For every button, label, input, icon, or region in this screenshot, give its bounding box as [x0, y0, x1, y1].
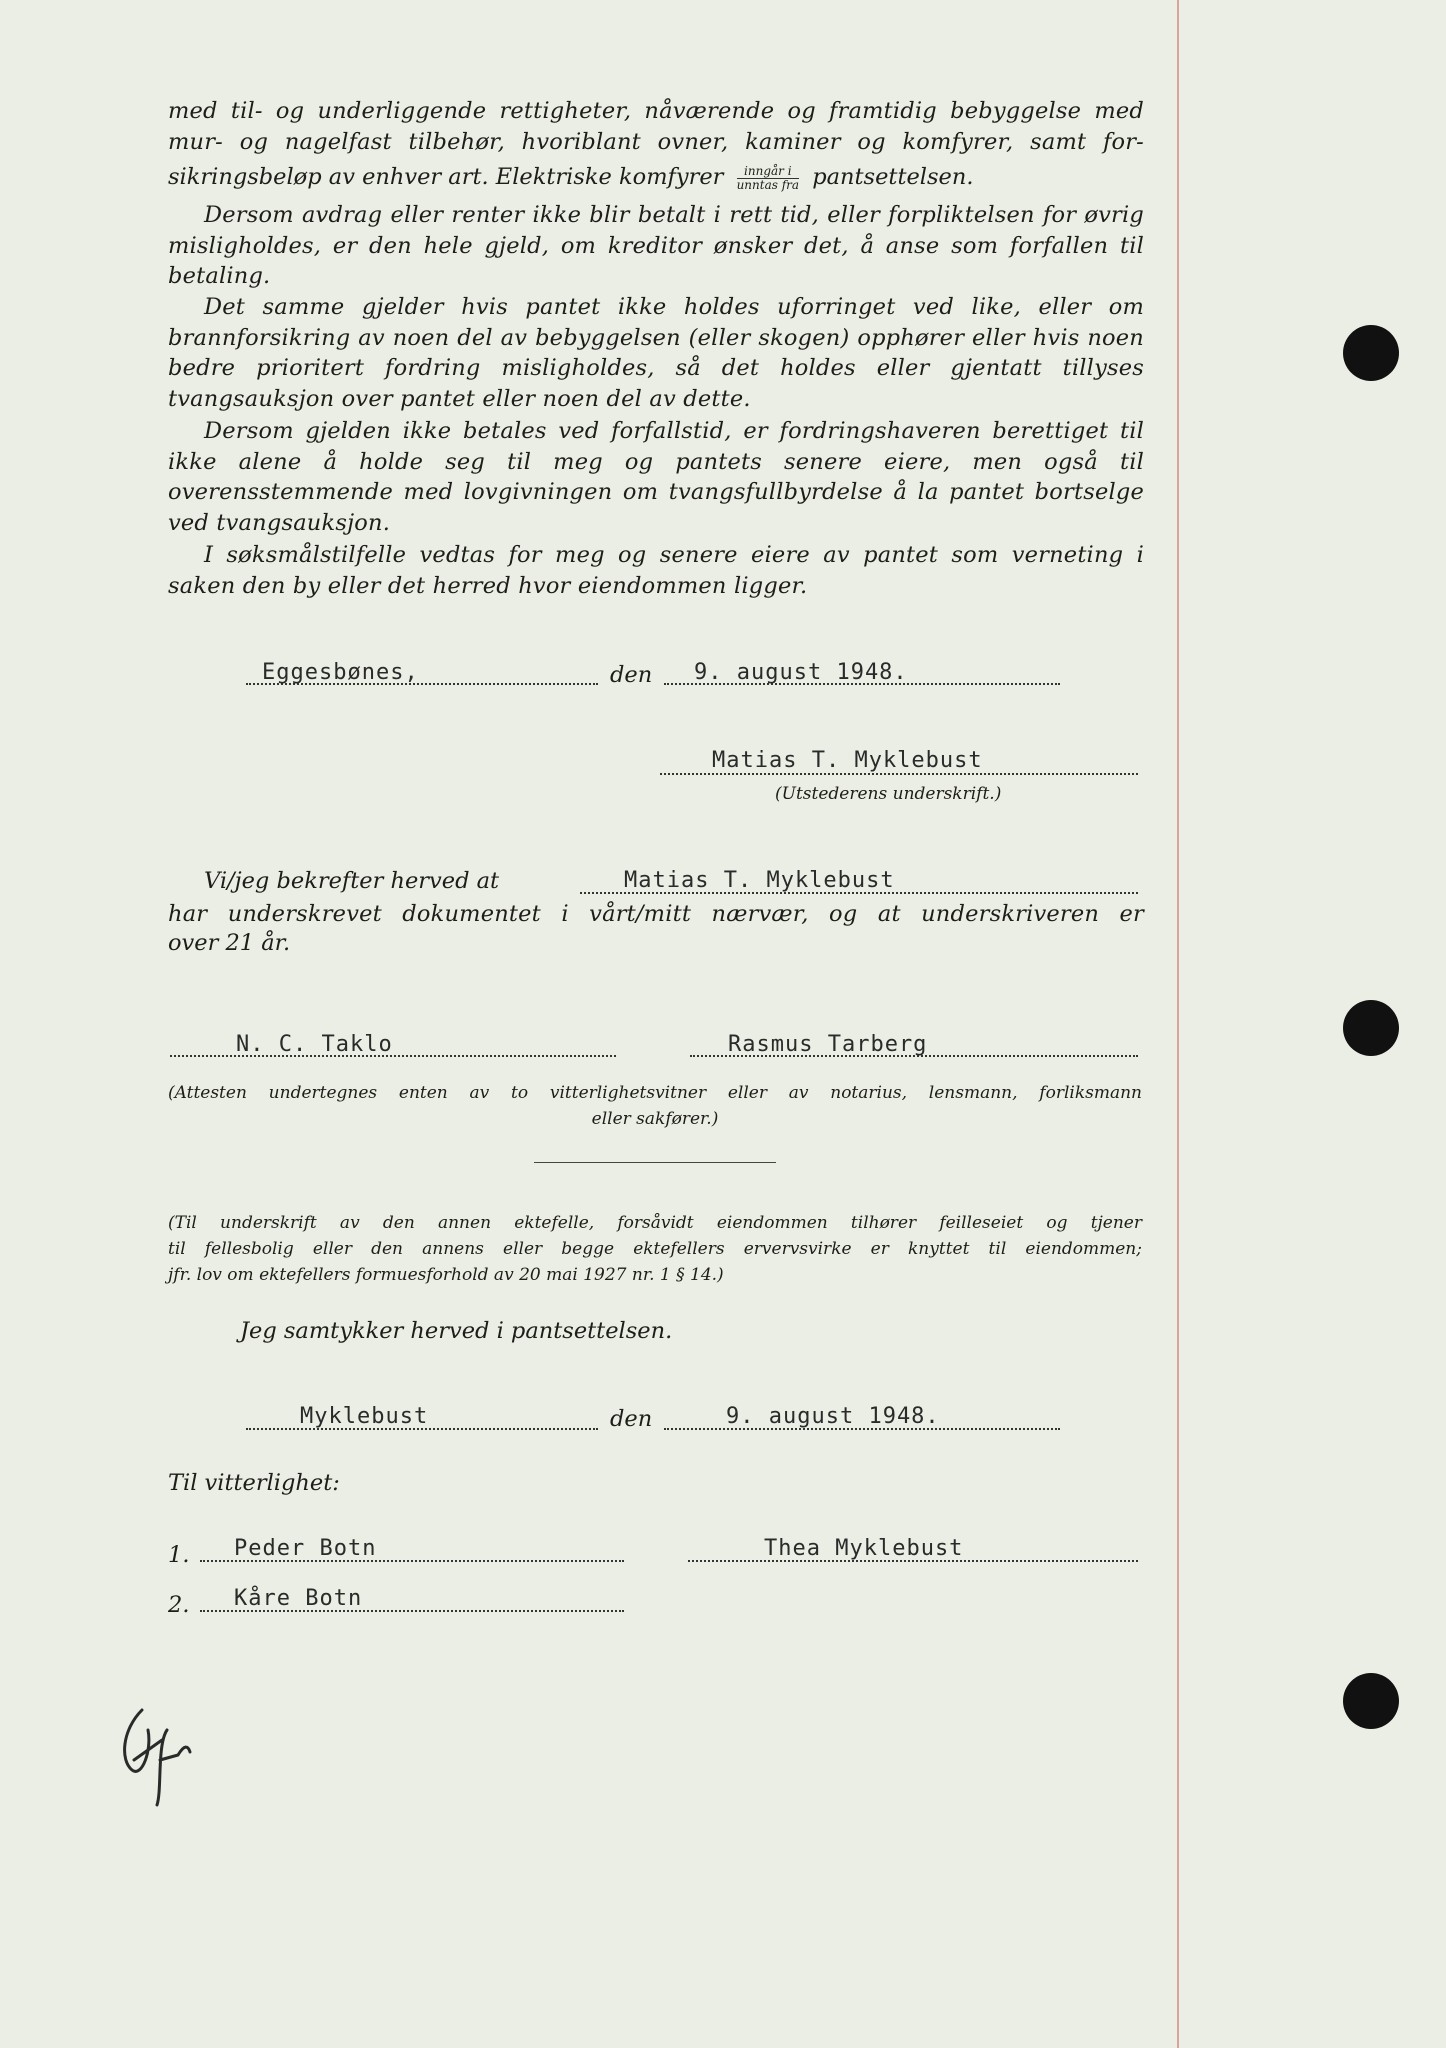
spouse-den-label: den: [610, 1406, 653, 1432]
punch-hole-bottom: [1343, 1673, 1399, 1729]
spouse-witness-1-name: Peder Botn: [234, 1536, 377, 1561]
spouse-note-line-3: jfr. lov om ektefellers formuesforhold av 20 mai 1927 nr. 1 § 14.): [168, 1265, 724, 1285]
spouse-note-line-1: (Til underskrift av den annen ektefelle, forsåvidt eiendommen tilhører feilleseiet og tjener: [168, 1213, 1142, 1233]
paragraph-1-line-3-end: pantsettelsen.: [812, 164, 974, 190]
attestation-note-line-2: eller sakfører.): [591, 1109, 719, 1129]
paragraph-1-line-3-start: sikringsbeløp av enhver art. Elektriske komfyrer: [168, 164, 724, 190]
punch-hole-middle: [1343, 1000, 1399, 1056]
section-divider: [534, 1162, 776, 1163]
issuer-signature-caption: (Utstederens underskrift.): [775, 784, 1002, 804]
attestation-signer-name: Matias T. Myklebust: [624, 868, 895, 893]
inclusion-fraction: [737, 165, 799, 192]
issuer-signature-dots: [660, 773, 1138, 775]
paragraph-2: Dersom avdrag eller renter ikke blir betalt i rett tid, eller forpliktelsen for øvrig misligholdes, er den hele gjeld, om kreditor ønsker det, å anse som forfallen til betaling.: [168, 202, 1144, 289]
handwritten-initials-icon: [112, 1700, 222, 1810]
paragraph-1-line-2: mur- og nagelfast tilbehør, hvoriblant ovner, kaminer og komfyrer, samt for-: [168, 129, 1144, 155]
issuer-date: 9. august 1948.: [694, 660, 908, 685]
spouse-date: 9. august 1948.: [726, 1404, 940, 1429]
issuer-den-label: den: [610, 662, 653, 688]
paragraph-1-line-3: [168, 164, 974, 192]
issuer-place: Eggesbønes,: [262, 660, 419, 685]
punch-hole-top: [1343, 325, 1399, 381]
fraction-bottom: unntas fra: [736, 177, 800, 192]
attestation-line-1-start: Vi/jeg bekrefter herved at: [204, 868, 500, 894]
attestation-line-2: har underskrevet dokumentet i vårt/mitt nærvær, og at underskriveren er: [168, 901, 1144, 927]
paragraph-1-line-1: med til- og underliggende rettigheter, nåværende og framtidig bebyggelse med: [168, 98, 1144, 124]
attestation-witness-2: Rasmus Tarberg: [728, 1032, 928, 1057]
issuer-signature: Matias T. Myklebust: [712, 748, 983, 773]
attestation-note-line-1: (Attesten undertegnes enten av to vitterlighetsvitner eller av notarius, lensmann, forliksmann: [168, 1083, 1142, 1103]
witness-heading: Til vitterlighet:: [168, 1470, 340, 1496]
paragraph-4: Dersom gjelden ikke betales ved forfallstid, er fordringshaveren berettiget til ikke alene å holde seg til meg og pantets senere eiere, men også til overensstemmende med lovgivningen om tvangsfullbyrdelse å la pantet bortselge ved tvangsauksjon.: [168, 418, 1144, 536]
spouse-consent: Jeg samtykker herved i pantsettelsen.: [240, 1318, 673, 1344]
spouse-signature: Thea Myklebust: [764, 1536, 964, 1561]
spouse-witness-2-number: 2.: [168, 1592, 190, 1618]
attestation-witness-1: N. C. Taklo: [236, 1032, 393, 1057]
margin-rule: [1177, 0, 1179, 2048]
spouse-place: Myklebust: [300, 1404, 429, 1429]
spouse-witness-1-number: 1.: [168, 1542, 190, 1568]
spouse-witness-2-name: Kåre Botn: [234, 1586, 363, 1611]
spouse-note-line-2: til fellesbolig eller den annens eller begge ektefellers ervervsvirke er knyttet til eiendommen;: [168, 1239, 1142, 1259]
attestation-line-3: over 21 år.: [168, 930, 291, 956]
paragraph-5: I søksmålstilfelle vedtas for meg og senere eiere av pantet som verneting i saken den by eller det herred hvor eiendommen ligger.: [168, 542, 1144, 599]
paragraph-3: Det samme gjelder hvis pantet ikke holdes uforringet ved like, eller om brannforsikring av noen del av bebyggelsen (eller skogen) opphører eller hvis noen bedre prioritert fordring misligholdes, så det holdes eller gjentatt tillyses tvangsauksjon over pantet eller noen del av dette.: [168, 294, 1144, 412]
fraction-top: inngår i: [737, 165, 799, 179]
